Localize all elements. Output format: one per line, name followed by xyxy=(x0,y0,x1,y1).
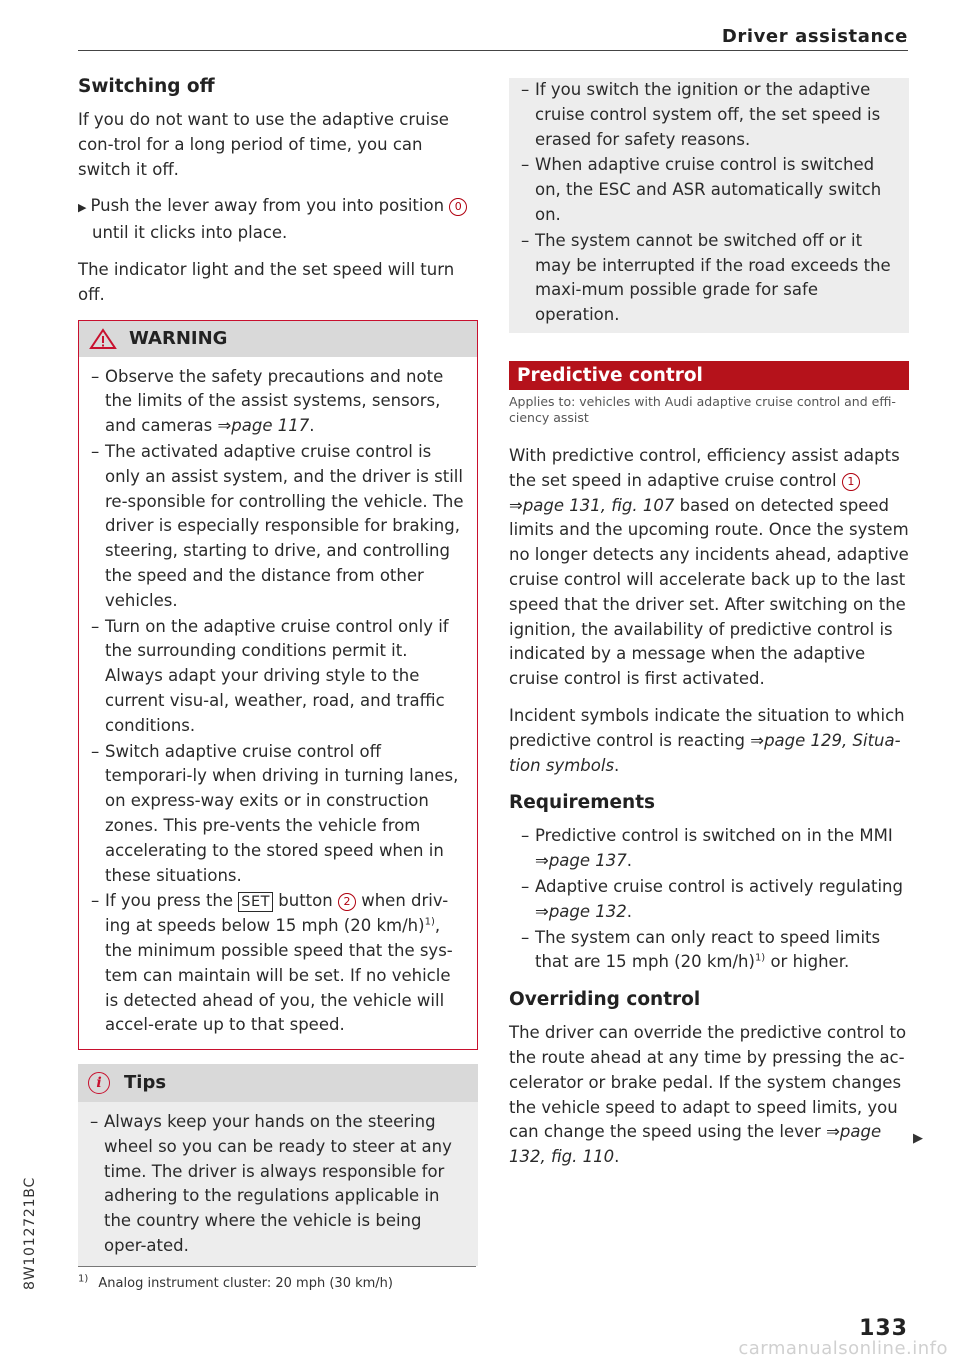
position-0-marker-icon: 0 xyxy=(449,198,467,216)
warning-item: – Observe the safety precautions and note the limits of the assist systems, sensors, and cameras ⇒page 117. xyxy=(79,365,465,439)
overriding-paragraph: The driver can override the predictive control to the route ahead at any time by pressing the ac-celerator or brake pedal. If the system changes the vehicle speed to adapt to speed limits, you can change the speed using the lever ⇒page 132, fig. 110. xyxy=(509,1023,907,1167)
warning-header xyxy=(79,321,477,357)
tips-box xyxy=(78,1064,478,1266)
warning-item: – The activated adaptive cruise control is only an assist system, and the driver is still re-sponsible for controlling the vehicle. The driver is especially responsible for braking, steering, starting to drive, and controlling the speed and the distance from other vehicles. xyxy=(79,440,465,614)
bullet-triangle-icon: ▶ xyxy=(78,201,87,215)
footnote-marker: 1) xyxy=(754,952,766,964)
right-column xyxy=(509,78,909,1182)
predictive-paragraph-1: With predictive control, efficiency assist adapts the set speed in adaptive cruise control 1 ⇒page 131, fig. 107 based on detected speed limits and the upcoming route. Once the system no longer detects any incidents ahead, adaptive cruise control will accelerate back up to the last speed that the driver set. After switching on the ignition, the availability of predictive control is indicated by a message when the adaptive cruise control is first activated. xyxy=(509,445,909,689)
requirements-item: – The system can only react to speed limits that are 15 mph (20 km/h)$^{1)}$ or higher. xyxy=(509,926,909,976)
page-reference[interactable]: ⇒page 137 xyxy=(535,851,627,871)
page-number: 133 xyxy=(859,1316,908,1341)
overriding-heading: Overriding control xyxy=(509,989,701,1011)
watermark: carmanualsonline.info xyxy=(738,1338,948,1359)
footnote-marker: 1) xyxy=(424,916,435,928)
switching-off-result: The indicator light and the set speed will turn off. xyxy=(78,259,455,304)
requirements-heading: Requirements xyxy=(509,792,656,814)
warning-item: – Turn on the adaptive cruise control only if the surrounding conditions permit it. Always adapt your driving style to the current visu-al, weather, road, and traffic conditions. xyxy=(79,615,465,739)
warning-triangle-icon xyxy=(89,328,117,350)
warning-item: – Switch adaptive cruise control off temporari-ly when driving in turning lanes, on express-way exits or in construction zones. This pre-vents the vehicle from accelerating to the stored speed when in these situations. xyxy=(79,740,465,889)
footnote xyxy=(78,1273,393,1291)
switching-off-step: ▶ Push the lever away from you into position 0 until it clicks into place. xyxy=(78,194,478,246)
note-item: – When adaptive cruise control is switched on, the ESC and ASR automatically switch on. xyxy=(509,153,897,227)
tips-list xyxy=(78,1110,466,1259)
note-list xyxy=(509,78,897,328)
switching-off-heading: Switching off xyxy=(78,76,215,97)
page-reference[interactable]: ⇒page 131, fig. 107 xyxy=(509,495,675,515)
footnote-rule xyxy=(78,1266,476,1267)
requirements-item: – Adaptive cruise control is actively regulating ⇒page 132. xyxy=(509,875,909,925)
switching-off-intro: If you do not want to use the adaptive cruise con-trol for a long period of time, you can switch it off. xyxy=(78,110,449,179)
footnote-text: Analog instrument cluster: 20 mph (30 km/h) xyxy=(98,1276,393,1291)
predictive-paragraph-2: Incident symbols indicate the situation to which predictive control is reacting ⇒page 129, Situa-tion symbols. xyxy=(509,705,905,775)
page-reference[interactable]: ⇒page 117 xyxy=(217,416,310,436)
header-rule xyxy=(78,50,908,51)
warning-list xyxy=(79,365,465,1039)
warning-item: – If you press the SET button 2 when driv-ing at speeds below 15 mph (20 km/h)$^{1)}$, the minimum possible speed that the sys-tem can maintain will be set. If no vehicle is detected ahead of you, the vehicle will accel-erate up to that speed. xyxy=(79,889,465,1038)
tips-title: Tips xyxy=(124,1072,167,1094)
tips-header xyxy=(78,1064,478,1102)
info-icon: i xyxy=(88,1072,110,1094)
set-key-label: SET xyxy=(238,892,273,912)
page-reference[interactable]: ⇒page 132 xyxy=(535,901,627,921)
note-box xyxy=(509,78,909,333)
note-item: – If you switch the ignition or the adaptive cruise control system off, the set speed is erased for safety reasons. xyxy=(509,78,897,152)
continue-arrow-icon: ▶ xyxy=(913,1131,923,1146)
warning-box xyxy=(78,320,478,1051)
applies-to-note: Applies to: vehicles with Audi adaptive cruise control and effi-ciency assist xyxy=(509,393,896,425)
warning-title: WARNING xyxy=(129,327,228,349)
page-reference[interactable]: ⇒page 129, Situa-tion symbols xyxy=(509,730,901,775)
position-2-marker-icon: 2 xyxy=(338,893,356,911)
position-1-marker-icon: 1 xyxy=(842,473,860,491)
note-item: – The system cannot be switched off or it may be interrupted if the road exceeds the maxi-mum possible grade for safe operation. xyxy=(509,229,897,328)
section-title: Driver assistance xyxy=(721,26,908,47)
page-reference[interactable]: ⇒page 132, fig. 110 xyxy=(509,1122,882,1167)
left-column xyxy=(78,74,478,1266)
footnote-marker: 1) xyxy=(78,1273,89,1285)
requirements-list xyxy=(509,824,909,975)
tips-item: – Always keep your hands on the steering wheel so you can be ready to steer at any time. The driver is always responsible for adhering to the regulations applicable in the country where the vehicle is being oper-ated. xyxy=(78,1110,466,1259)
document-code: 8W1012721BC xyxy=(22,1176,38,1290)
requirements-item: – Predictive control is switched on in the MMI ⇒page 137. xyxy=(509,824,909,874)
predictive-control-banner: Predictive control xyxy=(509,361,909,390)
